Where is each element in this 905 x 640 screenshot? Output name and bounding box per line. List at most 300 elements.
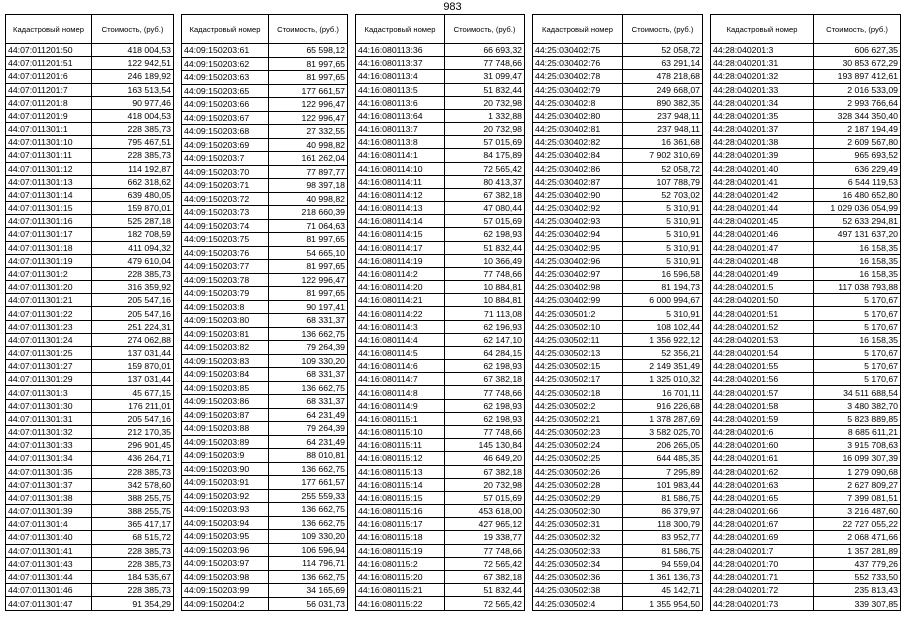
cadastral-number-cell: 44:28:040201:50 [711, 294, 814, 307]
cadastral-number-cell: 44:09:150203:97 [182, 557, 269, 571]
cadastral-number-cell: 44:09:150203:69 [182, 138, 269, 152]
table-row [356, 123, 525, 136]
cadastral-table [5, 14, 174, 611]
table-row [533, 228, 703, 241]
cadastral-number-cell: 44:09:150203:98 [182, 570, 269, 584]
cadastral-number-cell: 44:07:011301:10 [6, 136, 92, 149]
cadastral-number-cell: 44:25:030502:17 [533, 373, 623, 386]
cadastral-number-cell: 44:25:030502:38 [533, 584, 623, 597]
cost-cell: 1 355 954,50 [623, 597, 703, 611]
cadastral-number-cell: 44:25:030402:84 [533, 149, 623, 162]
table-row [6, 175, 174, 188]
cost-cell: 57 015,69 [445, 136, 525, 149]
table-row [356, 333, 525, 346]
cadastral-number-cell: 44:16:080115:18 [356, 531, 445, 544]
table-row [711, 531, 901, 544]
cost-cell: 161 262,04 [269, 152, 348, 166]
cost-cell: 81 997,65 [269, 287, 348, 301]
cost-cell: 339 307,85 [814, 597, 901, 611]
cost-cell: 7 399 081,51 [814, 491, 901, 504]
table-row [6, 267, 174, 280]
table-row [356, 109, 525, 122]
cost-cell: 67 382,18 [445, 373, 525, 386]
table-row [356, 570, 525, 583]
table-row [182, 530, 348, 544]
table-row [533, 386, 703, 399]
cost-cell: 51 832,44 [445, 241, 525, 254]
cadastral-number-cell: 44:16:080114:1 [356, 149, 445, 162]
cost-cell: 81 997,65 [269, 71, 348, 85]
table-row [356, 544, 525, 557]
table-row [182, 71, 348, 85]
table-row [182, 219, 348, 233]
cadastral-number-cell: 44:25:030402:98 [533, 281, 623, 294]
table-row [182, 557, 348, 571]
cost-cell: 81 194,73 [623, 281, 703, 294]
table-row [6, 597, 174, 611]
table-row [533, 57, 703, 70]
cadastral-number-cell: 44:25:030501:2 [533, 307, 623, 320]
table-row [711, 202, 901, 215]
cost-cell: 145 130,84 [445, 439, 525, 452]
cadastral-number-cell: 44:25:030502:25 [533, 452, 623, 465]
table-row [533, 44, 703, 57]
table-row [533, 531, 703, 544]
cost-cell: 62 196,93 [445, 320, 525, 333]
cadastral-number-cell: 44:09:150203:89 [182, 435, 269, 449]
cadastral-number-cell: 44:09:150203:77 [182, 260, 269, 274]
table-row [533, 505, 703, 518]
table-row [6, 439, 174, 452]
cost-cell: 20 732,98 [445, 96, 525, 109]
cadastral-number-cell: 44:09:150203:67 [182, 111, 269, 125]
cost-cell: 1 279 090,68 [814, 465, 901, 478]
table-row [711, 294, 901, 307]
cost-cell: 206 265,05 [623, 439, 703, 452]
cadastral-number-cell: 44:16:080114:15 [356, 228, 445, 241]
cost-cell: 114 192,87 [92, 162, 174, 175]
cost-cell: 411 094,32 [92, 241, 174, 254]
cadastral-number-cell: 44:09:150203:62 [182, 57, 269, 71]
cadastral-number-cell: 44:07:011301:43 [6, 557, 92, 570]
table-row [356, 307, 525, 320]
cadastral-number-cell: 44:16:080114:11 [356, 175, 445, 188]
table-row [182, 260, 348, 274]
cadastral-number-cell: 44:16:080114:5 [356, 346, 445, 359]
cost-cell: 136 662,75 [269, 503, 348, 517]
cost-cell: 77 748,66 [445, 544, 525, 557]
table-row [6, 188, 174, 201]
cost-cell: 47 080,44 [445, 202, 525, 215]
table-row [711, 215, 901, 228]
cost-cell: 5 310,91 [623, 307, 703, 320]
cadastral-number-cell: 44:07:011301:30 [6, 399, 92, 412]
table-row [711, 452, 901, 465]
table-row [356, 505, 525, 518]
table-row [6, 584, 174, 597]
cost-cell: 68 331,37 [269, 395, 348, 409]
cadastral-number-cell: 44:07:011301:4 [6, 518, 92, 531]
cadastral-number-cell: 44:28:040201:67 [711, 518, 814, 531]
cadastral-number-cell: 44:07:011301:38 [6, 491, 92, 504]
cost-cell: 98 397,18 [269, 179, 348, 193]
table-row [533, 281, 703, 294]
table-row [533, 96, 703, 109]
cost-cell: 62 198,93 [445, 412, 525, 425]
table-row [711, 320, 901, 333]
table-row [182, 381, 348, 395]
cost-cell: 427 965,12 [445, 518, 525, 531]
cost-cell: 45 142,71 [623, 584, 703, 597]
cost-cell: 644 485,35 [623, 452, 703, 465]
cost-cell: 205 547,16 [92, 307, 174, 320]
cadastral-number-cell: 44:28:040201:35 [711, 109, 814, 122]
cadastral-number-cell: 44:16:080115:2 [356, 557, 445, 570]
table-row [711, 241, 901, 254]
cadastral-number-cell: 44:25:030502:33 [533, 544, 623, 557]
table-row [182, 98, 348, 112]
cost-cell: 16 158,35 [814, 254, 901, 267]
table-row [533, 241, 703, 254]
table-row [6, 202, 174, 215]
cadastral-number-cell: 44:28:040201:47 [711, 241, 814, 254]
cadastral-number-cell: 44:07:011301:47 [6, 597, 92, 611]
table-row [182, 287, 348, 301]
table-row [356, 360, 525, 373]
cadastral-number-cell: 44:07:011201:8 [6, 96, 92, 109]
table-row [711, 544, 901, 557]
table-row [6, 399, 174, 412]
table-row [533, 346, 703, 359]
cost-cell: 40 998,82 [269, 192, 348, 206]
table-row [711, 149, 901, 162]
cadastral-tables [5, 14, 901, 611]
table-row [533, 544, 703, 557]
cost-cell: 251 224,31 [92, 320, 174, 333]
cost-cell: 795 467,51 [92, 136, 174, 149]
cost-cell: 342 578,60 [92, 478, 174, 491]
cost-cell: 249 668,07 [623, 83, 703, 96]
cadastral-number-cell: 44:25:030502:34 [533, 557, 623, 570]
table-row [356, 531, 525, 544]
table-row [533, 320, 703, 333]
cadastral-number-cell: 44:28:040201:71 [711, 570, 814, 583]
cost-cell: 1 325 010,32 [623, 373, 703, 386]
table-row [182, 354, 348, 368]
table-row [356, 281, 525, 294]
cadastral-number-cell: 44:28:040201:34 [711, 96, 814, 109]
cadastral-number-cell: 44:28:040201:42 [711, 188, 814, 201]
table-row [711, 386, 901, 399]
cadastral-number-cell: 44:16:080115:13 [356, 465, 445, 478]
cadastral-number-cell: 44:25:030502:18 [533, 386, 623, 399]
table-row [533, 215, 703, 228]
cadastral-number-cell: 44:25:030402:92 [533, 202, 623, 215]
cadastral-number-cell: 44:25:030502:28 [533, 478, 623, 491]
cost-cell: 5 310,91 [623, 215, 703, 228]
cadastral-number-cell: 44:09:150203:92 [182, 489, 269, 503]
cadastral-number-cell: 44:09:150203:99 [182, 584, 269, 598]
table-row [182, 57, 348, 71]
table-row [356, 228, 525, 241]
cost-cell: 122 996,47 [269, 273, 348, 287]
cadastral-number-cell: 44:09:150203:95 [182, 530, 269, 544]
cadastral-number-cell: 44:28:040201:46 [711, 228, 814, 241]
table-row [6, 505, 174, 518]
cadastral-number-cell: 44:28:040201:33 [711, 83, 814, 96]
cadastral-number-cell: 44:28:040201:55 [711, 360, 814, 373]
cost-cell: 62 147,10 [445, 333, 525, 346]
cost-cell: 159 870,01 [92, 202, 174, 215]
cost-cell: 177 661,57 [269, 476, 348, 490]
table-row [6, 465, 174, 478]
table-row [356, 478, 525, 491]
table-row [711, 57, 901, 70]
table-row [6, 531, 174, 544]
table-row [533, 373, 703, 386]
cost-cell: 64 231,49 [269, 435, 348, 449]
cost-cell: 80 413,37 [445, 175, 525, 188]
cadastral-number-cell: 44:09:150203:87 [182, 408, 269, 422]
cadastral-number-cell: 44:09:150203:9 [182, 449, 269, 463]
table-row [711, 281, 901, 294]
cadastral-number-cell: 44:25:030502:10 [533, 320, 623, 333]
table-row [6, 136, 174, 149]
cadastral-number-cell: 44:09:150203:72 [182, 192, 269, 206]
cadastral-number-cell: 44:07:011301:41 [6, 544, 92, 557]
cadastral-number-cell: 44:25:030402:94 [533, 228, 623, 241]
table-row [533, 254, 703, 267]
cadastral-number-cell: 44:28:040201:52 [711, 320, 814, 333]
cost-cell: 3 216 487,60 [814, 505, 901, 518]
cadastral-number-cell: 44:07:011301:33 [6, 439, 92, 452]
table-row [182, 489, 348, 503]
cost-cell: 2 016 533,09 [814, 83, 901, 96]
table-row [6, 294, 174, 307]
table-row [711, 478, 901, 491]
cost-cell: 10 366,49 [445, 254, 525, 267]
cost-cell: 81 997,65 [269, 57, 348, 71]
cost-cell: 177 661,57 [269, 84, 348, 98]
table-row [711, 162, 901, 175]
cadastral-number-cell: 44:16:080115:1 [356, 412, 445, 425]
cadastral-number-cell: 44:16:080114:10 [356, 162, 445, 175]
cadastral-number-cell: 44:28:040201:65 [711, 491, 814, 504]
table-row [6, 70, 174, 83]
table-row [6, 373, 174, 386]
table-row [356, 452, 525, 465]
cost-cell: 965 693,52 [814, 149, 901, 162]
cost-cell: 1 361 136,73 [623, 570, 703, 583]
cost-cell: 136 662,75 [269, 570, 348, 584]
cadastral-number-cell: 44:16:080114:17 [356, 241, 445, 254]
table-row [711, 346, 901, 359]
cadastral-number-cell: 44:07:011301:40 [6, 531, 92, 544]
cost-cell: 176 211,01 [92, 399, 174, 412]
cost-cell: 16 596,58 [623, 267, 703, 280]
cadastral-number-cell: 44:16:080115:21 [356, 584, 445, 597]
table-row [711, 136, 901, 149]
cadastral-number-cell: 44:07:011201:6 [6, 70, 92, 83]
header-cost: Стоимость, (руб.) [814, 15, 901, 44]
cadastral-number-cell: 44:25:030402:81 [533, 123, 623, 136]
cadastral-number-cell: 44:09:150203:75 [182, 233, 269, 247]
cadastral-number-cell: 44:28:040201:59 [711, 412, 814, 425]
cost-cell: 228 385,73 [92, 557, 174, 570]
cadastral-number-cell: 44:09:150204:2 [182, 597, 269, 611]
cadastral-number-cell: 44:07:011301:44 [6, 570, 92, 583]
cost-cell: 1 378 287,69 [623, 412, 703, 425]
cost-cell: 212 170,35 [92, 425, 174, 438]
cadastral-number-cell: 44:09:150203:76 [182, 246, 269, 260]
cadastral-number-cell: 44:25:030502:29 [533, 491, 623, 504]
cost-cell: 1 029 036 054,99 [814, 202, 901, 215]
table-row [711, 175, 901, 188]
table-row [356, 188, 525, 201]
table-row [533, 439, 703, 452]
cadastral-number-cell: 44:07:011301:46 [6, 584, 92, 597]
cost-cell: 205 547,16 [92, 412, 174, 425]
cadastral-number-cell: 44:16:080114:6 [356, 360, 445, 373]
cost-cell: 228 385,73 [92, 123, 174, 136]
cadastral-number-cell: 44:28:040201:39 [711, 149, 814, 162]
cost-cell: 83 952,77 [623, 531, 703, 544]
cost-cell: 5 310,91 [623, 241, 703, 254]
cadastral-number-cell: 44:07:011301:31 [6, 412, 92, 425]
cost-cell: 81 997,65 [269, 233, 348, 247]
cost-cell: 5 823 889,85 [814, 412, 901, 425]
cost-cell: 20 732,98 [445, 478, 525, 491]
cadastral-number-cell: 44:25:030402:95 [533, 241, 623, 254]
table-row [711, 254, 901, 267]
table-row [711, 439, 901, 452]
cost-cell: 22 727 055,22 [814, 518, 901, 531]
cadastral-number-cell: 44:07:011301:22 [6, 307, 92, 320]
table-row [711, 123, 901, 136]
cadastral-number-cell: 44:09:150203:74 [182, 219, 269, 233]
cadastral-number-cell: 44:28:040201:62 [711, 465, 814, 478]
cost-cell: 205 547,16 [92, 294, 174, 307]
cadastral-table [710, 14, 901, 611]
cost-cell: 3 480 382,70 [814, 399, 901, 412]
table-row [6, 254, 174, 267]
table-row [356, 386, 525, 399]
cadastral-number-cell: 44:16:080113:64 [356, 109, 445, 122]
table-row [533, 360, 703, 373]
header-cost: Стоимость, (руб.) [92, 15, 174, 44]
cadastral-number-cell: 44:28:040201:7 [711, 544, 814, 557]
table-row [356, 439, 525, 452]
table-row [182, 570, 348, 584]
cost-cell: 8 685 611,21 [814, 425, 901, 438]
cost-cell: 71 064,63 [269, 219, 348, 233]
cadastral-number-cell: 44:28:040201:40 [711, 162, 814, 175]
cost-cell: 2 068 471,66 [814, 531, 901, 544]
table-row [711, 228, 901, 241]
cadastral-number-cell: 44:07:011301:14 [6, 188, 92, 201]
table-row [182, 435, 348, 449]
cost-cell: 81 586,75 [623, 491, 703, 504]
table-row [356, 44, 525, 57]
table-row [711, 518, 901, 531]
cost-cell: 296 901,45 [92, 439, 174, 452]
cost-cell: 255 559,33 [269, 489, 348, 503]
table-row [6, 228, 174, 241]
table-row [533, 478, 703, 491]
cost-cell: 16 158,35 [814, 241, 901, 254]
cadastral-number-cell: 44:09:150203:85 [182, 381, 269, 395]
table-row [356, 136, 525, 149]
cost-cell: 51 832,44 [445, 584, 525, 597]
cadastral-number-cell: 44:09:150203:63 [182, 71, 269, 85]
cost-cell: 418 004,53 [92, 109, 174, 122]
table-row [533, 175, 703, 188]
cost-cell: 182 708,59 [92, 228, 174, 241]
cadastral-number-cell: 44:16:080115:19 [356, 544, 445, 557]
cost-cell: 328 344 350,40 [814, 109, 901, 122]
cost-cell: 106 596,94 [269, 543, 348, 557]
cost-cell: 52 633 294,81 [814, 215, 901, 228]
cost-cell: 218 660,39 [269, 206, 348, 220]
cadastral-number-cell: 44:16:080114:13 [356, 202, 445, 215]
cost-cell: 6 000 994,67 [623, 294, 703, 307]
cost-cell: 122 996,47 [269, 111, 348, 125]
table-row [6, 149, 174, 162]
table-row [182, 516, 348, 530]
cadastral-number-cell: 44:07:011301:11 [6, 149, 92, 162]
cadastral-number-cell: 44:28:040201:54 [711, 346, 814, 359]
cadastral-number-cell: 44:16:080115:17 [356, 518, 445, 531]
cost-cell: 91 354,29 [92, 597, 174, 611]
cost-cell: 436 264,71 [92, 452, 174, 465]
cadastral-number-cell: 44:25:030502:32 [533, 531, 623, 544]
table-row [711, 70, 901, 83]
cost-cell: 108 102,44 [623, 320, 703, 333]
cost-cell: 478 218,68 [623, 70, 703, 83]
cost-cell: 16 099 307,39 [814, 452, 901, 465]
cadastral-number-cell: 44:28:040201:58 [711, 399, 814, 412]
cadastral-number-cell: 44:28:040201:6 [711, 425, 814, 438]
cost-cell: 62 198,93 [445, 360, 525, 373]
table-row [533, 267, 703, 280]
table-row [6, 241, 174, 254]
cadastral-number-cell: 44:25:030402:79 [533, 83, 623, 96]
cadastral-number-cell: 44:07:011301:17 [6, 228, 92, 241]
cost-cell: 109 330,20 [269, 354, 348, 368]
cadastral-number-cell: 44:07:011301:20 [6, 281, 92, 294]
cost-cell: 27 332,55 [269, 125, 348, 139]
cadastral-number-cell: 44:28:040201:51 [711, 307, 814, 320]
table-row [533, 136, 703, 149]
cadastral-number-cell: 44:25:030402:86 [533, 162, 623, 175]
cadastral-table [181, 14, 348, 611]
cadastral-number-cell: 44:16:080115:15 [356, 491, 445, 504]
table-row [711, 44, 901, 57]
table-row [711, 188, 901, 201]
cadastral-number-cell: 44:28:040201:49 [711, 267, 814, 280]
cadastral-number-cell: 44:07:011301:1 [6, 123, 92, 136]
cost-cell: 418 004,53 [92, 44, 174, 57]
cost-cell: 81 997,65 [269, 260, 348, 274]
table-row [6, 44, 174, 57]
cadastral-number-cell: 44:16:080115:14 [356, 478, 445, 491]
cost-cell: 5 310,91 [623, 228, 703, 241]
table-row [182, 44, 348, 58]
table-row [533, 307, 703, 320]
cadastral-number-cell: 44:16:080115:22 [356, 597, 445, 611]
cost-cell: 62 198,93 [445, 228, 525, 241]
table-row [533, 333, 703, 346]
